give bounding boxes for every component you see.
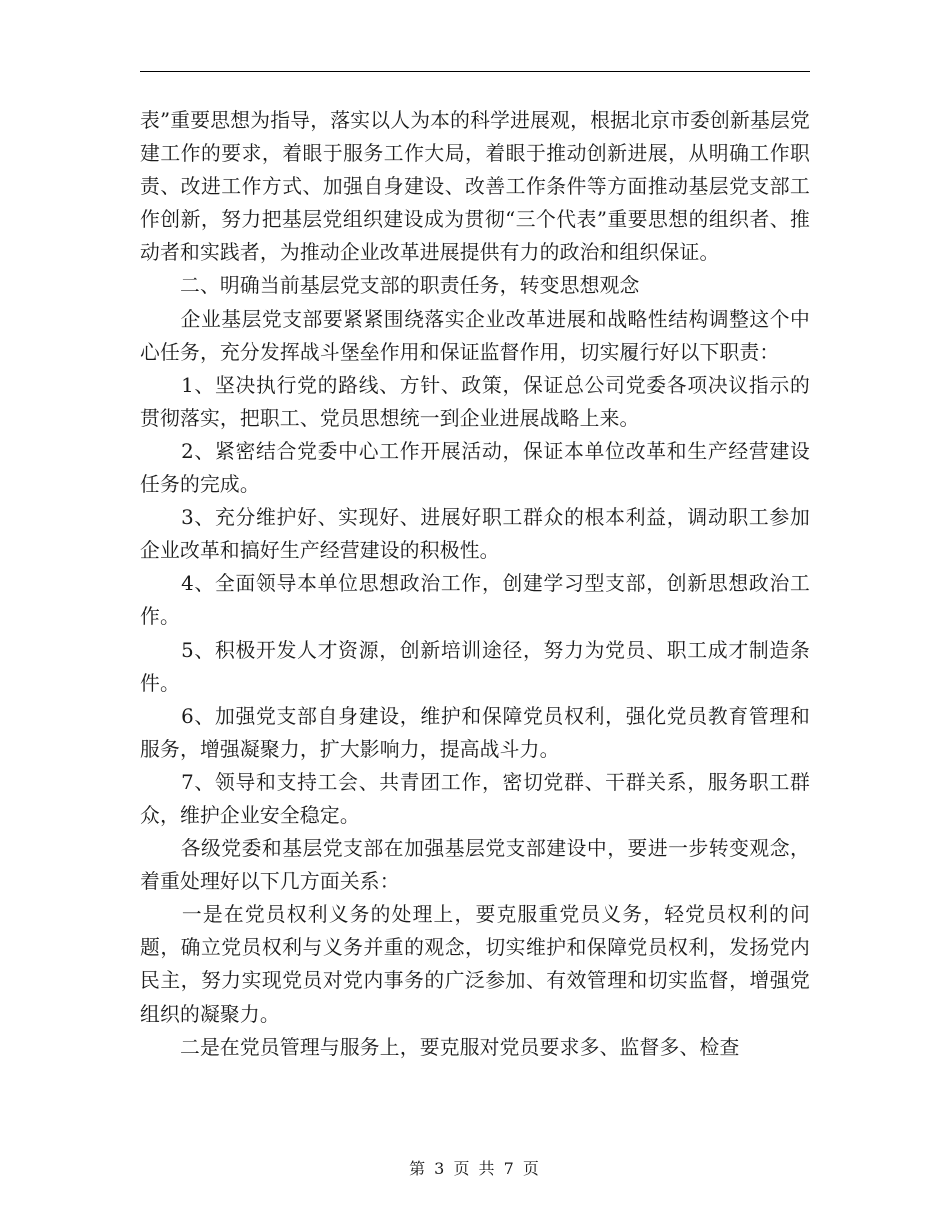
list-item: 5、积极开发人才资源，创新培训途径，努力为党员、职工成才制造条件。 (140, 638, 810, 695)
list-item: 3、充分维护好、实现好、进展好职工群众的根本利益，调动职工参加企业改革和搞好生产经营建设的积极性。 (140, 506, 810, 563)
header-rule (140, 71, 810, 72)
paragraph: 企业基层党支部要紧紧围绕落实企业改革进展和战略性结构调整这个中心任务，充分发挥战斗堡垒作用和保证监督作用，切实履行好以下职责： (140, 307, 810, 364)
paragraph: 各级党委和基层党支部在加强基层党支部建设中，要进一步转变观念，着重处理好以下几方面关系： (140, 837, 810, 894)
page-number: 第 3 页 共 7 页 (409, 1159, 541, 1178)
list-item: 1、坚决执行党的路线、方针、政策，保证总公司党委各项决议指示的贯彻落实，把职工、党员思想统一到企业进展战略上来。 (140, 373, 810, 430)
list-item: 7、领导和支持工会、共青团工作，密切党群、干群关系，服务职工群众，维护企业安全稳定。 (140, 770, 810, 827)
list-item: 2、紧密结合党委中心工作开展活动，保证本单位改革和生产经营建设任务的完成。 (140, 439, 810, 497)
paragraph: 一是在党员权利义务的处理上，要克服重党员义务，轻党员权利的问题，确立党员权利与义务并重的观念，切实维护和保障党员权利，发扬党内民主，努力实现党员对党内事务的广泛参加、有效管理和切实监督，增强党组织的凝聚力。 (140, 903, 810, 1026)
list-item: 6、加强党支部自身建设，维护和保障党员权利，强化党员教育管理和服务，增强凝聚力，扩大影响力，提高战斗力。 (140, 704, 810, 761)
paragraph: 表”重要思想为指导，落实以人为本的科学进展观，根据北京市委创新基层党建工作的要求，着眼于服务工作大局，着眼于推动创新进展，从明确工作职责、改进工作方式、加强自身建设、改善工作条件等方面推动基层党支部工作创新，努力把基层党组织建设成为贯彻“三个代表”重要思想的组织者、推动者和实践者，为推动企业改革进展提供有力的政治和组织保证。 (140, 109, 810, 265)
paragraph: 二是在党员管理与服务上，要克服对党员要求多、监督多、检查 (140, 1035, 740, 1059)
document-body (140, 104, 810, 1064)
section-heading: 二、明确当前基层党支部的职责任务，转变思想观念 (140, 274, 640, 298)
list-item: 4、全面领导本单位思想政治工作，创建学习型支部，创新思想政治工作。 (140, 572, 810, 629)
